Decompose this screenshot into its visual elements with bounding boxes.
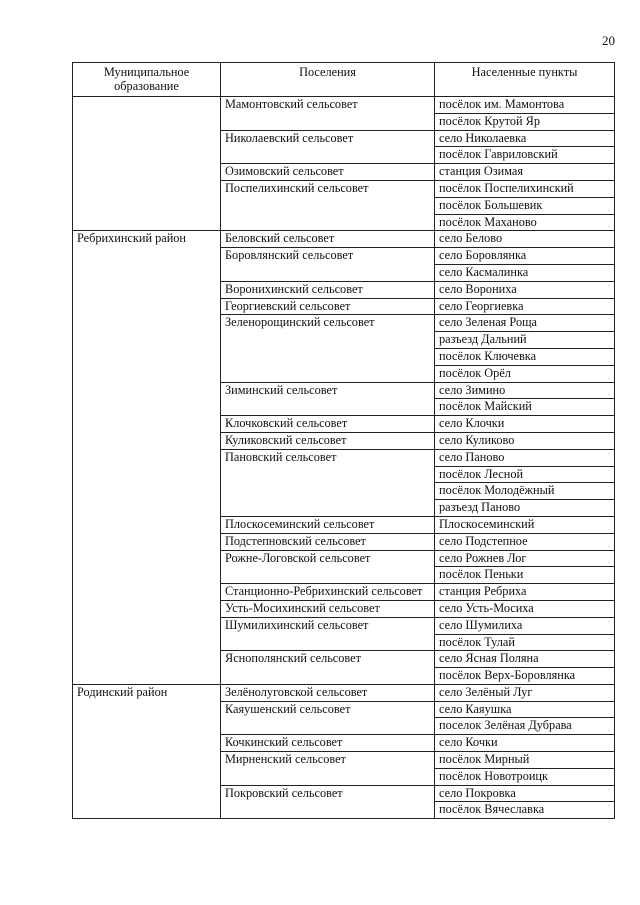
table-row [73, 281, 615, 298]
district-cell [73, 668, 221, 685]
district-cell [73, 718, 221, 735]
table-row [73, 634, 615, 651]
table-row [73, 231, 615, 248]
table-row [73, 651, 615, 668]
table-row [73, 197, 615, 214]
settlement-cell [221, 768, 435, 785]
settlement-cell: Зелёнолуговской сельсовет [221, 684, 435, 701]
locality-cell: посёлок Пеньки [435, 567, 615, 584]
header-municipality: Муниципальное образование [73, 63, 221, 97]
table-row [73, 701, 615, 718]
header-localities: Населенные пункты [435, 63, 615, 97]
district-cell [73, 466, 221, 483]
settlement-cell [221, 113, 435, 130]
district-cell [73, 768, 221, 785]
district-cell [73, 735, 221, 752]
settlement-cell [221, 365, 435, 382]
locality-cell: село Зелёный Луг [435, 684, 615, 701]
settlement-cell [221, 214, 435, 231]
settlement-cell [221, 718, 435, 735]
locality-cell: посёлок Крутой Яр [435, 113, 615, 130]
settlement-cell: Яснополянский сельсовет [221, 651, 435, 668]
district-cell [73, 399, 221, 416]
district-cell [73, 147, 221, 164]
district-cell [73, 315, 221, 332]
locality-cell: село Паново [435, 449, 615, 466]
table-row [73, 315, 615, 332]
table-row [73, 516, 615, 533]
locality-cell: село Покровка [435, 785, 615, 802]
settlement-cell [221, 483, 435, 500]
locality-cell: разъезд Дальний [435, 332, 615, 349]
table-row [73, 332, 615, 349]
locality-cell: село Ворониха [435, 281, 615, 298]
locality-cell: село Зимино [435, 382, 615, 399]
locality-cell: посёлок Орёл [435, 365, 615, 382]
settlement-cell: Плоскосеминский сельсовет [221, 516, 435, 533]
table-row [73, 584, 615, 601]
table-row [73, 130, 615, 147]
settlement-cell: Поспелихинский сельсовет [221, 180, 435, 197]
locality-cell: посёлок им. Мамонтова [435, 97, 615, 114]
district-cell: Ребрихинский район [73, 231, 221, 248]
settlement-cell [221, 348, 435, 365]
settlement-cell: Мамонтовский сельсовет [221, 97, 435, 114]
settlement-cell [221, 500, 435, 517]
locality-cell: село Кочки [435, 735, 615, 752]
locality-cell: посёлок Ключевка [435, 348, 615, 365]
locality-cell: посёлок Маханово [435, 214, 615, 231]
locality-cell: село Рожнев Лог [435, 550, 615, 567]
settlement-cell: Шумилихинский сельсовет [221, 617, 435, 634]
locality-cell: посёлок Вячеславка [435, 802, 615, 819]
table-row [73, 684, 615, 701]
district-cell [73, 785, 221, 802]
settlement-cell [221, 634, 435, 651]
locality-cell: село Каяушка [435, 701, 615, 718]
table-row [73, 180, 615, 197]
table-row [73, 567, 615, 584]
settlement-cell [221, 802, 435, 819]
table-row [73, 768, 615, 785]
settlement-cell: Куликовский сельсовет [221, 432, 435, 449]
district-cell [73, 600, 221, 617]
district-cell [73, 617, 221, 634]
table-row [73, 802, 615, 819]
table-row [73, 735, 615, 752]
settlement-cell [221, 399, 435, 416]
table-row [73, 248, 615, 265]
settlement-cell [221, 668, 435, 685]
table-row [73, 466, 615, 483]
table-row [73, 752, 615, 769]
district-cell [73, 483, 221, 500]
locality-cell: посёлок Гавриловский [435, 147, 615, 164]
locality-cell: село Усть-Мосиха [435, 600, 615, 617]
table-row [73, 214, 615, 231]
settlement-cell [221, 332, 435, 349]
district-cell [73, 752, 221, 769]
table-row [73, 718, 615, 735]
district-cell [73, 533, 221, 550]
locality-cell: посёлок Тулай [435, 634, 615, 651]
district-cell [73, 634, 221, 651]
locality-cell: село Николаевка [435, 130, 615, 147]
table-row [73, 668, 615, 685]
table-row [73, 298, 615, 315]
table-row [73, 600, 615, 617]
locality-cell: посёлок Большевик [435, 197, 615, 214]
locality-cell: село Боровлянка [435, 248, 615, 265]
locality-cell: посёлок Верх-Боровлянка [435, 668, 615, 685]
settlement-cell [221, 147, 435, 164]
settlement-cell: Покровский сельсовет [221, 785, 435, 802]
settlement-cell: Каяушенский сельсовет [221, 701, 435, 718]
settlement-cell: Станционно-Ребрихинский сельсовет [221, 584, 435, 601]
table-row [73, 348, 615, 365]
table-row [73, 147, 615, 164]
table-row [73, 449, 615, 466]
district-cell [73, 416, 221, 433]
table-row [73, 500, 615, 517]
settlement-cell [221, 567, 435, 584]
table-row [73, 164, 615, 181]
table-row [73, 785, 615, 802]
table-row [73, 365, 615, 382]
settlement-cell: Зиминский сельсовет [221, 382, 435, 399]
district-cell [73, 264, 221, 281]
district-cell [73, 550, 221, 567]
locality-cell: Плоскосеминский [435, 516, 615, 533]
table-row [73, 399, 615, 416]
district-cell [73, 130, 221, 147]
district-cell [73, 332, 221, 349]
table-row [73, 483, 615, 500]
settlement-cell: Георгиевский сельсовет [221, 298, 435, 315]
settlement-cell: Озимовский сельсовет [221, 164, 435, 181]
district-cell [73, 197, 221, 214]
district-cell [73, 802, 221, 819]
header-row [73, 63, 615, 97]
table-row [73, 113, 615, 130]
page-number: 20 [602, 33, 615, 48]
locality-cell: посёлок Молодёжный [435, 483, 615, 500]
locality-cell: посёлок Майский [435, 399, 615, 416]
district-cell [73, 432, 221, 449]
table-row [73, 264, 615, 281]
settlement-cell: Пановский сельсовет [221, 449, 435, 466]
settlement-cell: Зеленорощинский сельсовет [221, 315, 435, 332]
district-cell [73, 584, 221, 601]
settlement-cell: Воронихинский сельсовет [221, 281, 435, 298]
district-cell [73, 567, 221, 584]
settlement-cell: Мирненский сельсовет [221, 752, 435, 769]
settlement-cell: Клочковский сельсовет [221, 416, 435, 433]
settlement-cell [221, 197, 435, 214]
table-row [73, 550, 615, 567]
district-cell [73, 651, 221, 668]
district-cell [73, 180, 221, 197]
district-cell [73, 701, 221, 718]
locality-cell: станция Ребриха [435, 584, 615, 601]
district-cell [73, 97, 221, 114]
district-cell [73, 365, 221, 382]
settlement-cell: Подстепновский сельсовет [221, 533, 435, 550]
district-cell [73, 516, 221, 533]
municipal-table [72, 62, 615, 819]
district-cell [73, 382, 221, 399]
table-row [73, 617, 615, 634]
settlement-cell: Кочкинский сельсовет [221, 735, 435, 752]
header-settlements: Поселения [221, 63, 435, 97]
district-cell [73, 113, 221, 130]
locality-cell: село Георгиевка [435, 298, 615, 315]
settlement-cell [221, 466, 435, 483]
locality-cell: село Подстепное [435, 533, 615, 550]
table-row [73, 432, 615, 449]
locality-cell: село Зеленая Роща [435, 315, 615, 332]
locality-cell: посёлок Мирный [435, 752, 615, 769]
locality-cell: посёлок Новотроицк [435, 768, 615, 785]
locality-cell: посёлок Поспелихинский [435, 180, 615, 197]
district-cell [73, 214, 221, 231]
settlement-cell [221, 264, 435, 281]
district-cell [73, 449, 221, 466]
locality-cell: село Клочки [435, 416, 615, 433]
table-row [73, 416, 615, 433]
locality-cell: село Белово [435, 231, 615, 248]
settlement-cell: Боровлянский сельсовет [221, 248, 435, 265]
table-row [73, 533, 615, 550]
district-cell: Родинский район [73, 684, 221, 701]
settlement-cell: Рожне-Логовской сельсовет [221, 550, 435, 567]
district-cell [73, 348, 221, 365]
table-row [73, 97, 615, 114]
locality-cell: посёлок Лесной [435, 466, 615, 483]
settlement-cell: Беловский сельсовет [221, 231, 435, 248]
locality-cell: село Шумилиха [435, 617, 615, 634]
locality-cell: поселок Зелёная Дубрава [435, 718, 615, 735]
district-cell [73, 281, 221, 298]
locality-cell: станция Озимая [435, 164, 615, 181]
district-cell [73, 164, 221, 181]
settlement-cell: Николаевский сельсовет [221, 130, 435, 147]
district-cell [73, 298, 221, 315]
locality-cell: село Ясная Поляна [435, 651, 615, 668]
table-row [73, 382, 615, 399]
locality-cell: село Касмалинка [435, 264, 615, 281]
district-cell [73, 248, 221, 265]
settlement-cell: Усть-Мосихинский сельсовет [221, 600, 435, 617]
district-cell [73, 500, 221, 517]
locality-cell: село Куликово [435, 432, 615, 449]
locality-cell: разъезд Паново [435, 500, 615, 517]
